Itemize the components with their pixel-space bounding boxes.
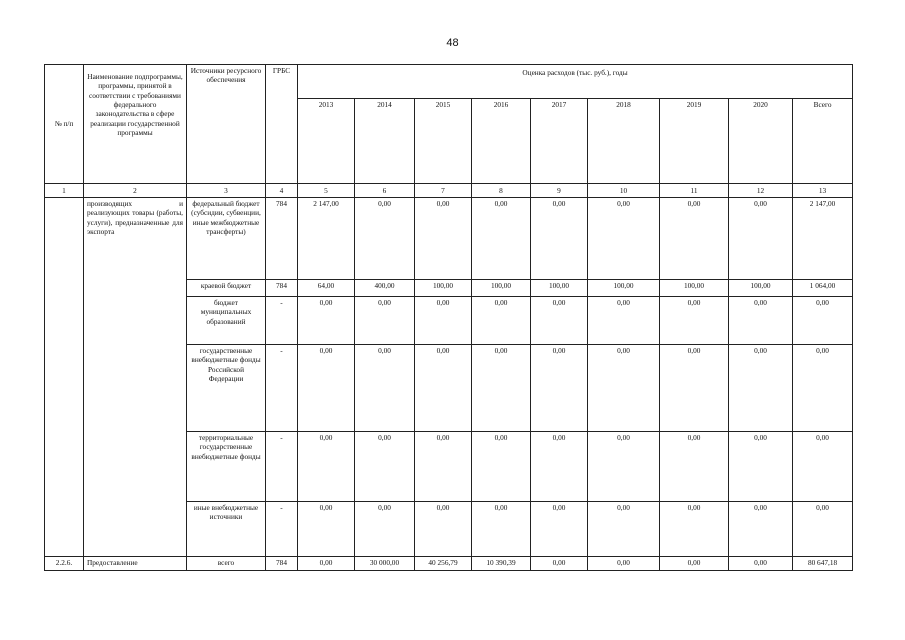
value-cell: 400,00 bbox=[355, 280, 415, 297]
grbs-cell: 784 bbox=[266, 557, 298, 571]
value-cell: 40 256,79 bbox=[415, 557, 472, 571]
row-number bbox=[45, 198, 84, 557]
source-cell: краевой бюджет bbox=[187, 280, 266, 297]
col-number: 9 bbox=[531, 184, 588, 198]
header-row bbox=[45, 65, 853, 99]
source-cell: территориальные государственные внебюджетные фонды bbox=[187, 432, 266, 502]
year-2016: 2016 bbox=[472, 99, 531, 184]
year-2018: 2018 bbox=[588, 99, 660, 184]
value-cell: 30 000,00 bbox=[355, 557, 415, 571]
col-number: 8 bbox=[472, 184, 531, 198]
year-2017: 2017 bbox=[531, 99, 588, 184]
source-cell: федеральный бюджет (субсидии, субвенции, иные межбюджетные трансферты) bbox=[187, 198, 266, 280]
value-cell: 1 064,00 bbox=[793, 280, 853, 297]
grbs-cell: - bbox=[266, 345, 298, 432]
source-cell: всего bbox=[187, 557, 266, 571]
value-cell: 0,00 bbox=[355, 198, 415, 280]
value-cell: 100,00 bbox=[660, 280, 729, 297]
value-cell: 100,00 bbox=[588, 280, 660, 297]
value-cell: 0,00 bbox=[660, 502, 729, 557]
value-cell: 0,00 bbox=[472, 432, 531, 502]
value-cell: 2 147,00 bbox=[793, 198, 853, 280]
value-cell: 0,00 bbox=[793, 345, 853, 432]
value-cell: 0,00 bbox=[588, 198, 660, 280]
value-cell: 0,00 bbox=[793, 297, 853, 345]
value-cell: 0,00 bbox=[355, 502, 415, 557]
value-cell: 0,00 bbox=[729, 432, 793, 502]
value-cell: 100,00 bbox=[472, 280, 531, 297]
value-cell: 0,00 bbox=[298, 432, 355, 502]
col-number: 11 bbox=[660, 184, 729, 198]
grbs-cell: - bbox=[266, 432, 298, 502]
value-cell: 0,00 bbox=[415, 345, 472, 432]
table-row bbox=[45, 557, 853, 571]
header-estimate: Оценка расходов (тыс. руб.), годы bbox=[298, 65, 853, 99]
value-cell: 0,00 bbox=[531, 297, 588, 345]
value-cell: 0,00 bbox=[793, 502, 853, 557]
value-cell: 0,00 bbox=[415, 502, 472, 557]
grbs-cell: 784 bbox=[266, 198, 298, 280]
value-cell: 0,00 bbox=[660, 345, 729, 432]
value-cell: 100,00 bbox=[531, 280, 588, 297]
value-cell: 0,00 bbox=[298, 502, 355, 557]
value-cell: 0,00 bbox=[588, 432, 660, 502]
value-cell: 0,00 bbox=[729, 297, 793, 345]
value-cell: 0,00 bbox=[531, 345, 588, 432]
program-name-line1: производящих и bbox=[87, 199, 183, 208]
col-number: 6 bbox=[355, 184, 415, 198]
value-cell: 0,00 bbox=[660, 432, 729, 502]
col-number: 1 bbox=[45, 184, 84, 198]
source-cell: государственные внебюджетные фонды Российской Федерации bbox=[187, 345, 266, 432]
value-cell: 0,00 bbox=[660, 198, 729, 280]
value-cell: 0,00 bbox=[472, 502, 531, 557]
program-name: Предоставление bbox=[84, 557, 187, 571]
value-cell: 0,00 bbox=[793, 432, 853, 502]
grbs-cell: - bbox=[266, 297, 298, 345]
value-cell: 0,00 bbox=[531, 502, 588, 557]
program-name-rest: реализующих товары (работы, услуги), предназначенные для экспорта bbox=[87, 208, 183, 236]
year-2015: 2015 bbox=[415, 99, 472, 184]
value-cell: 2 147,00 bbox=[298, 198, 355, 280]
value-cell: 0,00 bbox=[355, 345, 415, 432]
value-cell: 100,00 bbox=[729, 280, 793, 297]
col-number: 13 bbox=[793, 184, 853, 198]
header-name: Наименование подпрограммы, программы, принятой в соответствии с требованиями федерального законодательства в сфере реализации государственной программы bbox=[84, 65, 187, 184]
value-cell: 0,00 bbox=[355, 297, 415, 345]
value-cell: 0,00 bbox=[588, 345, 660, 432]
value-cell: 0,00 bbox=[531, 557, 588, 571]
col-number: 12 bbox=[729, 184, 793, 198]
value-cell: 0,00 bbox=[588, 297, 660, 345]
value-cell: 10 390,39 bbox=[472, 557, 531, 571]
col-number: 4 bbox=[266, 184, 298, 198]
value-cell: 0,00 bbox=[588, 502, 660, 557]
value-cell: 0,00 bbox=[415, 297, 472, 345]
row-number: 2.2.6. bbox=[45, 557, 84, 571]
value-cell: 0,00 bbox=[298, 557, 355, 571]
value-cell: 100,00 bbox=[415, 280, 472, 297]
value-cell: 0,00 bbox=[729, 198, 793, 280]
source-cell: иные внебюджетные источники bbox=[187, 502, 266, 557]
value-cell: 0,00 bbox=[355, 432, 415, 502]
col-number: 2 bbox=[84, 184, 187, 198]
year-2019: 2019 bbox=[660, 99, 729, 184]
value-cell: 0,00 bbox=[531, 432, 588, 502]
value-cell: 0,00 bbox=[298, 297, 355, 345]
program-name bbox=[84, 198, 187, 557]
source-cell: бюджет муниципальных образований bbox=[187, 297, 266, 345]
value-cell: 0,00 bbox=[298, 345, 355, 432]
page-number: 48 bbox=[446, 37, 459, 49]
value-cell: 0,00 bbox=[415, 198, 472, 280]
header-num: № п/п bbox=[45, 65, 84, 184]
column-numbers-row bbox=[45, 184, 853, 198]
value-cell: 0,00 bbox=[472, 345, 531, 432]
table-row bbox=[45, 198, 853, 280]
value-cell: 0,00 bbox=[472, 297, 531, 345]
year-total: Всего bbox=[793, 99, 853, 184]
year-2014: 2014 bbox=[355, 99, 415, 184]
col-number: 7 bbox=[415, 184, 472, 198]
value-cell: 0,00 bbox=[729, 557, 793, 571]
value-cell: 64,00 bbox=[298, 280, 355, 297]
value-cell: 80 647,18 bbox=[793, 557, 853, 571]
value-cell: 0,00 bbox=[729, 502, 793, 557]
header-source: Источники ресурсного обеспечения bbox=[187, 65, 266, 184]
col-number: 5 bbox=[298, 184, 355, 198]
grbs-cell: 784 bbox=[266, 280, 298, 297]
value-cell: 0,00 bbox=[472, 198, 531, 280]
value-cell: 0,00 bbox=[660, 557, 729, 571]
value-cell: 0,00 bbox=[729, 345, 793, 432]
col-number: 3 bbox=[187, 184, 266, 198]
budget-table bbox=[44, 64, 853, 571]
header-grbs: ГРБС bbox=[266, 65, 298, 184]
col-number: 10 bbox=[588, 184, 660, 198]
value-cell: 0,00 bbox=[588, 557, 660, 571]
value-cell: 0,00 bbox=[531, 198, 588, 280]
year-2013: 2013 bbox=[298, 99, 355, 184]
year-2020: 2020 bbox=[729, 99, 793, 184]
value-cell: 0,00 bbox=[660, 297, 729, 345]
value-cell: 0,00 bbox=[415, 432, 472, 502]
grbs-cell: - bbox=[266, 502, 298, 557]
